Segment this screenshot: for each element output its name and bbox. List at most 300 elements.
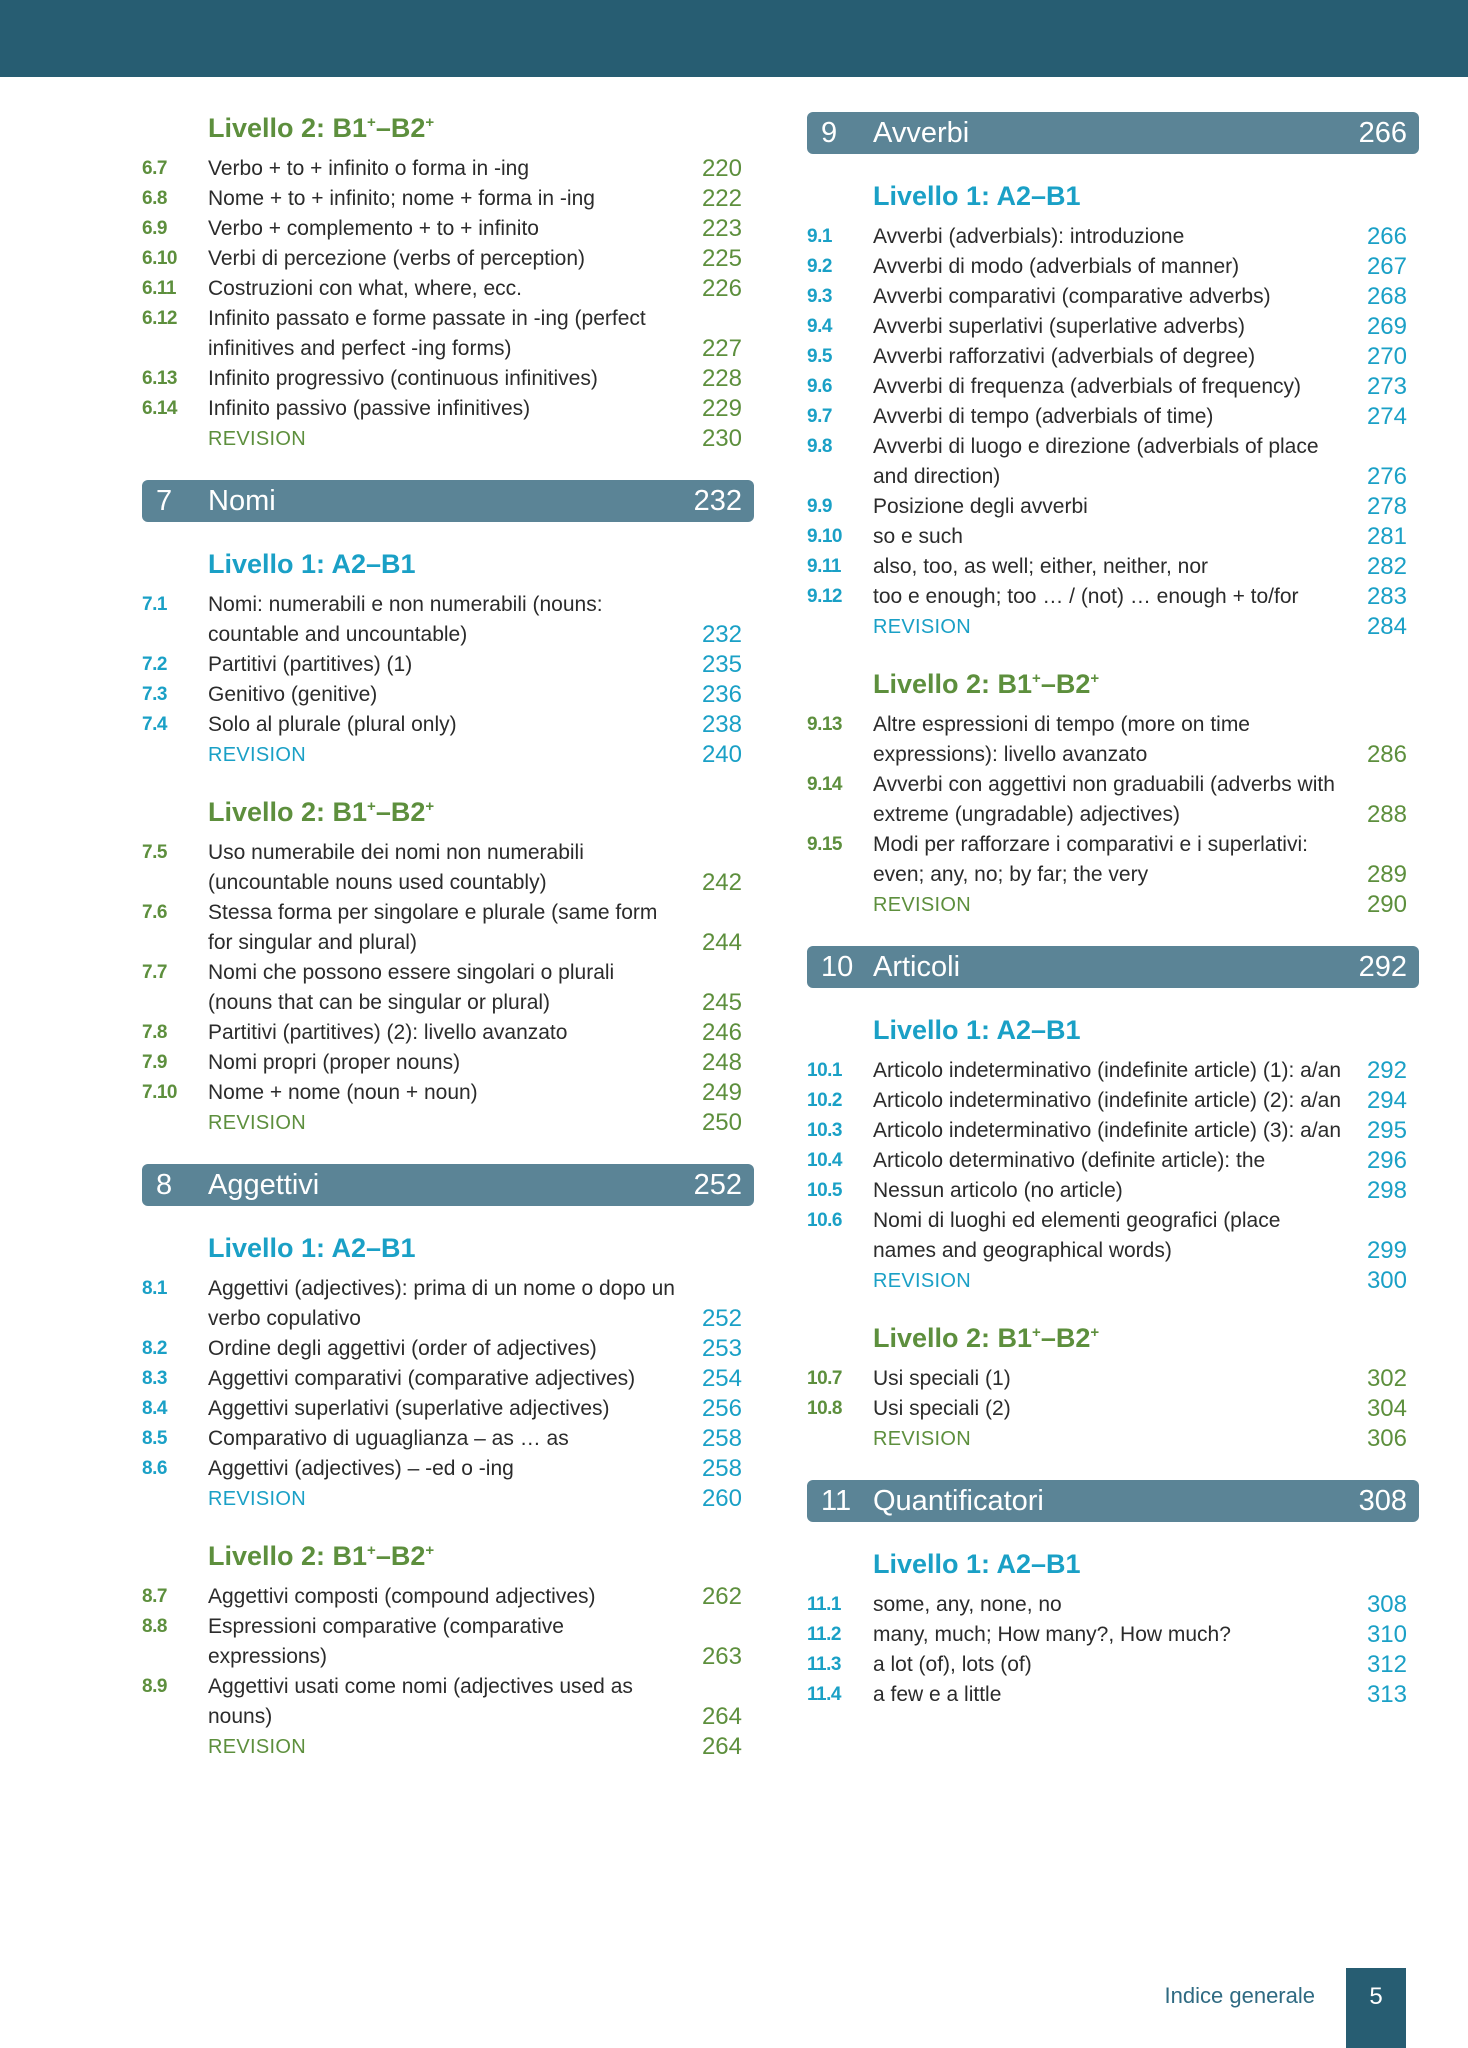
entry-title: Ordine degli aggettivi (order of adjectives) xyxy=(208,1337,597,1360)
toc-entry[interactable] xyxy=(807,1364,1419,1394)
toc-entry[interactable] xyxy=(142,898,754,958)
toc-entry[interactable] xyxy=(142,710,754,740)
entry-title: Articolo indeterminativo (indefinite article) (1): a/an xyxy=(873,1059,1342,1082)
toc-entry[interactable] xyxy=(807,1116,1419,1146)
entry-number: 9.5 xyxy=(807,346,832,367)
toc-entry[interactable] xyxy=(807,222,1419,252)
entry-number: 9.2 xyxy=(807,256,832,277)
entry-title: Avverbi superlativi (superlative adverbs) xyxy=(873,315,1245,338)
entry-page: 220 xyxy=(701,155,742,182)
level-section xyxy=(807,1548,1419,1710)
entry-number: 7.1 xyxy=(142,594,167,615)
level-section xyxy=(807,1014,1419,1296)
toc-entry[interactable] xyxy=(142,1424,754,1454)
toc-entry[interactable] xyxy=(807,1086,1419,1116)
toc-entry[interactable] xyxy=(142,364,754,394)
entry-page: 294 xyxy=(1366,1087,1407,1114)
entry-number: 10.5 xyxy=(807,1180,842,1201)
entry-page: 300 xyxy=(1366,1267,1407,1294)
chapter-header xyxy=(807,112,1419,154)
level-title-sup: + xyxy=(1032,670,1041,687)
entry-page: 298 xyxy=(1366,1177,1407,1204)
chapter-title: Nomi xyxy=(208,484,276,517)
toc-entry[interactable] xyxy=(142,1454,754,1484)
entry-page: 292 xyxy=(1366,1057,1407,1084)
entry-page: 269 xyxy=(1366,313,1407,340)
entry-title: Avverbi di tempo (adverbials of time) xyxy=(873,405,1214,428)
toc-entry[interactable] xyxy=(142,1018,754,1048)
entry-number: 10.4 xyxy=(807,1150,842,1171)
entry-number: 9.11 xyxy=(807,556,841,577)
entry-title: too e enough; too … / (not) … enough + to/for xyxy=(873,585,1299,608)
entry-number: 7.2 xyxy=(142,654,167,675)
level-title-text: Livello 2: B1 xyxy=(208,797,368,827)
level-title-text: Livello 1: A2–B1 xyxy=(873,181,1081,211)
entry-page: 253 xyxy=(701,1335,742,1362)
toc-entry[interactable] xyxy=(807,1394,1419,1424)
entry-page: 264 xyxy=(701,1703,742,1730)
entry-title: Verbo + complemento + to + infinito xyxy=(208,217,539,240)
level-title-sup: + xyxy=(367,1542,376,1559)
entry-title: REVISION xyxy=(873,616,971,638)
chapter-header xyxy=(807,946,1419,988)
entry-number: 6.13 xyxy=(142,368,177,389)
entry-number: 8.1 xyxy=(142,1278,167,1299)
toc-entry[interactable] xyxy=(807,1650,1419,1680)
entry-title: Avverbi (adverbials): introduzione xyxy=(873,225,1185,248)
toc-entry[interactable] xyxy=(142,1612,754,1672)
entry-page: 267 xyxy=(1366,253,1407,280)
entry-title: REVISION xyxy=(873,1270,971,1292)
entry-number: 8.7 xyxy=(142,1586,167,1607)
entry-number: 7.8 xyxy=(142,1022,167,1043)
entry-title: Aggettivi usati come nomi (adjectives used as nouns) xyxy=(208,1675,633,1728)
toc-entry[interactable] xyxy=(807,312,1419,342)
level-title-sup: + xyxy=(425,114,435,131)
entry-title: Avverbi con aggettivi non graduabili (adverbs with extreme (ungradable) adjectives) xyxy=(873,773,1335,826)
entry-title: Avverbi di modo (adverbials of manner) xyxy=(873,255,1240,278)
toc-entry[interactable] xyxy=(142,1364,754,1394)
level-section xyxy=(142,1540,754,1762)
level-title-text: Livello 1: A2–B1 xyxy=(873,1549,1081,1579)
entry-page: 227 xyxy=(701,335,742,362)
entry-number: 10.3 xyxy=(807,1120,842,1141)
entry-page: 248 xyxy=(701,1049,742,1076)
entry-number: 7.5 xyxy=(142,842,167,863)
toc-entry[interactable] xyxy=(142,184,754,214)
entry-title: Aggettivi comparativi (comparative adjectives) xyxy=(208,1367,636,1390)
level-title xyxy=(873,1014,1419,1046)
chapter-title: Articoli xyxy=(873,950,961,983)
entry-page: 236 xyxy=(701,681,742,708)
toc-entry[interactable] xyxy=(807,372,1419,402)
entry-page: 260 xyxy=(701,1485,742,1512)
toc-entry[interactable] xyxy=(142,1334,754,1364)
level-title xyxy=(873,180,1419,212)
entry-number: 7.6 xyxy=(142,902,167,923)
entry-title: REVISION xyxy=(208,1112,306,1134)
footer-label: Indice generale xyxy=(1164,1983,1315,2008)
entry-title: Usi speciali (2) xyxy=(873,1397,1011,1420)
revision-entry[interactable] xyxy=(142,1732,754,1762)
entry-number: 10.7 xyxy=(807,1368,842,1389)
level-title xyxy=(873,668,1419,700)
revision-entry[interactable] xyxy=(807,612,1419,642)
entry-page: 270 xyxy=(1366,343,1407,370)
entry-title: so e such xyxy=(873,525,963,548)
chapter-number: 7 xyxy=(156,484,173,517)
entry-number: 9.14 xyxy=(807,774,842,795)
entry-page: 288 xyxy=(1366,801,1407,828)
entry-title: Solo al plurale (plural only) xyxy=(208,713,457,736)
header-bar xyxy=(0,0,1468,77)
toc-entry[interactable] xyxy=(807,1176,1419,1206)
chapter-page: 252 xyxy=(693,1168,742,1201)
toc-entry[interactable] xyxy=(807,1620,1419,1650)
chapter-page: 292 xyxy=(1358,950,1407,983)
toc-entry[interactable] xyxy=(142,590,754,650)
toc-entry[interactable] xyxy=(807,1146,1419,1176)
entry-title: Nessun articolo (no article) xyxy=(873,1179,1123,1202)
entry-number: 9.15 xyxy=(807,834,842,855)
entry-number: 6.14 xyxy=(142,398,177,419)
entry-page: 238 xyxy=(701,711,742,738)
entry-page: 225 xyxy=(701,245,742,272)
entry-title: Genitivo (genitive) xyxy=(208,683,378,706)
level-title xyxy=(873,1322,1419,1354)
entry-page: 258 xyxy=(701,1455,742,1482)
toc-entry[interactable] xyxy=(807,432,1419,492)
entry-number: 9.8 xyxy=(807,436,832,457)
entry-number: 9.4 xyxy=(807,316,832,337)
entry-page: 296 xyxy=(1366,1147,1407,1174)
chapter-number: 11 xyxy=(821,1484,852,1517)
toc-entry[interactable] xyxy=(142,1672,754,1732)
toc-entry[interactable] xyxy=(807,282,1419,312)
entry-title: Aggettivi (adjectives): prima di un nome o dopo un verbo copulativo xyxy=(208,1277,675,1330)
toc-entry[interactable] xyxy=(142,1274,754,1334)
toc-entry[interactable] xyxy=(142,650,754,680)
level-title-text: Livello 1: A2–B1 xyxy=(208,1233,416,1263)
entry-page: 228 xyxy=(701,365,742,392)
entry-page: 232 xyxy=(701,621,742,648)
entry-page: 299 xyxy=(1366,1237,1407,1264)
entry-title: Avverbi comparativi (comparative adverbs) xyxy=(873,285,1271,308)
entry-number: 9.9 xyxy=(807,496,832,517)
toc-entry[interactable] xyxy=(142,214,754,244)
entry-page: 273 xyxy=(1366,373,1407,400)
entry-page: 242 xyxy=(701,869,742,896)
revision-entry[interactable] xyxy=(142,424,754,454)
level-title-text: Livello 1: A2–B1 xyxy=(208,549,416,579)
toc-entry[interactable] xyxy=(807,710,1419,770)
entry-page: 223 xyxy=(701,215,742,242)
toc-left-column xyxy=(142,112,754,1788)
entry-title: REVISION xyxy=(873,1428,971,1450)
entry-page: 286 xyxy=(1366,741,1407,768)
entry-number: 9.6 xyxy=(807,376,832,397)
level-title-text: Livello 2: B1 xyxy=(208,1541,368,1571)
entry-number: 11.2 xyxy=(807,1624,841,1645)
entry-page: 264 xyxy=(701,1733,742,1760)
entry-number: 6.7 xyxy=(142,158,167,179)
toc-entry[interactable] xyxy=(807,1206,1419,1266)
entry-page: 222 xyxy=(701,185,742,212)
toc-entry[interactable] xyxy=(142,680,754,710)
entry-number: 8.6 xyxy=(142,1458,167,1479)
entry-number: 9.3 xyxy=(807,286,832,307)
level-title-sup: + xyxy=(425,798,435,815)
level-title-text: –B2 xyxy=(375,113,426,143)
toc-entry[interactable] xyxy=(142,244,754,274)
level-title-text: Livello 2: B1 xyxy=(873,669,1033,699)
toc-entry[interactable] xyxy=(807,1590,1419,1620)
entry-page: 312 xyxy=(1366,1651,1407,1678)
entry-number: 8.8 xyxy=(142,1616,167,1637)
chapter-title: Quantificatori xyxy=(873,1484,1044,1517)
level-title-text: –B2 xyxy=(1040,669,1091,699)
toc-entry[interactable] xyxy=(142,154,754,184)
entry-number: 6.10 xyxy=(142,248,177,269)
entry-title: REVISION xyxy=(208,1736,306,1758)
entry-page: 244 xyxy=(701,929,742,956)
level-title xyxy=(208,796,754,828)
level-title-sup: + xyxy=(1090,670,1100,687)
entry-title: Nome + nome (noun + noun) xyxy=(208,1081,478,1104)
entry-number: 11.3 xyxy=(807,1654,841,1675)
entry-title: Nomi che possono essere singolari o plurali (nouns that can be singular or plural) xyxy=(208,961,615,1014)
toc-entry[interactable] xyxy=(807,252,1419,282)
entry-title: Nomi: numerabili e non numerabili (nouns: countable and uncountable) xyxy=(208,593,603,646)
entry-number: 8.2 xyxy=(142,1338,167,1359)
entry-page: 252 xyxy=(701,1305,742,1332)
entry-title: Comparativo di uguaglianza – as … as xyxy=(208,1427,569,1450)
entry-page: 310 xyxy=(1366,1621,1407,1648)
toc-entry[interactable] xyxy=(142,1078,754,1108)
level-section xyxy=(142,796,754,1138)
entry-page: 304 xyxy=(1366,1395,1407,1422)
toc-entry[interactable] xyxy=(142,274,754,304)
entry-page: 284 xyxy=(1366,613,1407,640)
level-section xyxy=(142,112,754,454)
toc-entry[interactable] xyxy=(807,582,1419,612)
entry-title: Stessa forma per singolare e plurale (same form for singular and plural) xyxy=(208,901,658,954)
entry-title: Uso numerabile dei nomi non numerabili (uncountable nouns used countably) xyxy=(208,841,584,894)
revision-entry[interactable] xyxy=(807,1266,1419,1296)
entry-number: 10.2 xyxy=(807,1090,842,1111)
entry-number: 11.4 xyxy=(807,1684,841,1705)
entry-page: 263 xyxy=(701,1643,742,1670)
revision-entry[interactable] xyxy=(142,1108,754,1138)
chapter-number: 8 xyxy=(156,1168,173,1201)
entry-page: 278 xyxy=(1366,493,1407,520)
entry-title: Avverbi di frequenza (adverbials of frequency) xyxy=(873,375,1302,398)
chapter-page: 308 xyxy=(1358,1484,1407,1517)
entry-title: Verbi di percezione (verbs of perception) xyxy=(208,247,586,270)
entry-number: 7.9 xyxy=(142,1052,167,1073)
entry-title: Avverbi di luogo e direzione (adverbials of place and direction) xyxy=(873,435,1319,488)
entry-number: 11.1 xyxy=(807,1594,841,1615)
entry-title: REVISION xyxy=(208,744,306,766)
toc-entry[interactable] xyxy=(142,838,754,898)
level-section xyxy=(807,668,1419,920)
entry-number: 8.5 xyxy=(142,1428,167,1449)
entry-number: 9.13 xyxy=(807,714,842,735)
entry-title: Articolo indeterminativo (indefinite article) (2): a/an xyxy=(873,1089,1342,1112)
entry-page: 235 xyxy=(701,651,742,678)
level-title-sup: + xyxy=(367,798,376,815)
entry-number: 8.9 xyxy=(142,1676,167,1697)
entry-title: many, much; How many?, How much? xyxy=(873,1623,1231,1646)
toc-right-column xyxy=(807,112,1419,1736)
entry-title: also, too, as well; either, neither, nor xyxy=(873,555,1209,578)
entry-page: 281 xyxy=(1366,523,1407,550)
entry-number: 7.3 xyxy=(142,684,167,705)
entry-title: REVISION xyxy=(873,894,971,916)
level-section xyxy=(807,1322,1419,1454)
entry-number: 6.9 xyxy=(142,218,167,239)
page-number: 5 xyxy=(1346,1968,1406,2048)
chapter-title: Aggettivi xyxy=(208,1168,320,1201)
level-title xyxy=(873,1548,1419,1580)
entry-page: 254 xyxy=(701,1365,742,1392)
level-title-sup: + xyxy=(367,114,376,131)
entry-number: 9.10 xyxy=(807,526,842,547)
chapter-number: 9 xyxy=(821,116,838,149)
level-title-sup: + xyxy=(425,1542,435,1559)
level-title-text: Livello 1: A2–B1 xyxy=(873,1015,1081,1045)
toc-entry[interactable] xyxy=(807,342,1419,372)
entry-page: 226 xyxy=(701,275,742,302)
chapter-page: 232 xyxy=(693,484,742,517)
level-section xyxy=(807,180,1419,642)
entry-title: Nomi propri (proper nouns) xyxy=(208,1051,461,1074)
entry-page: 276 xyxy=(1366,463,1407,490)
entry-number: 7.4 xyxy=(142,714,167,735)
level-title xyxy=(208,112,754,144)
entry-page: 229 xyxy=(701,395,742,422)
entry-title: Infinito progressivo (continuous infinitives) xyxy=(208,367,598,390)
entry-number: 8.3 xyxy=(142,1368,167,1389)
entry-number: 10.6 xyxy=(807,1210,842,1231)
entry-title: Nomi di luoghi ed elementi geografici (place names and geographical words) xyxy=(873,1209,1281,1262)
toc-entry[interactable] xyxy=(807,1056,1419,1086)
level-title xyxy=(208,1540,754,1572)
entry-number: 6.8 xyxy=(142,188,167,209)
toc-entry[interactable] xyxy=(807,522,1419,552)
level-section xyxy=(142,548,754,770)
entry-title: Espressioni comparative (comparative expressions) xyxy=(208,1615,564,1668)
entry-title: Avverbi rafforzativi (adverbials of degree) xyxy=(873,345,1256,368)
entry-page: 295 xyxy=(1366,1117,1407,1144)
entry-title: REVISION xyxy=(208,1488,306,1510)
entry-page: 274 xyxy=(1366,403,1407,430)
entry-title: Infinito passivo (passive infinitives) xyxy=(208,397,531,420)
level-section xyxy=(142,1232,754,1514)
entry-title: Modi per rafforzare i comparativi e i superlativi: even; any, no; by far; the very xyxy=(873,833,1308,886)
entry-page: 249 xyxy=(701,1079,742,1106)
entry-title: Aggettivi superlativi (superlative adjectives) xyxy=(208,1397,610,1420)
revision-entry[interactable] xyxy=(807,1424,1419,1454)
entry-number: 7.10 xyxy=(142,1082,177,1103)
chapter-header xyxy=(142,480,754,522)
toc-entry[interactable] xyxy=(807,402,1419,432)
chapter-title: Avverbi xyxy=(873,116,970,149)
revision-entry[interactable] xyxy=(807,890,1419,920)
toc-entry[interactable] xyxy=(142,1394,754,1424)
level-title-text: –B2 xyxy=(375,797,426,827)
entry-title: Articolo determinativo (definite article): the xyxy=(873,1149,1266,1172)
toc-entry[interactable] xyxy=(142,304,754,364)
entry-number: 9.7 xyxy=(807,406,832,427)
entry-page: 250 xyxy=(701,1109,742,1136)
entry-page: 256 xyxy=(701,1395,742,1422)
toc-entry[interactable] xyxy=(142,958,754,1018)
toc-entry[interactable] xyxy=(807,770,1419,830)
entry-number: 9.12 xyxy=(807,586,842,607)
entry-title: Nome + to + infinito; nome + forma in -ing xyxy=(208,187,595,210)
entry-title: some, any, none, no xyxy=(873,1593,1062,1616)
entry-number: 9.1 xyxy=(807,226,832,247)
entry-number: 7.7 xyxy=(142,962,167,983)
toc-entry[interactable] xyxy=(807,1680,1419,1710)
level-title-sup: + xyxy=(1090,1324,1100,1341)
level-title-text: –B2 xyxy=(1040,1323,1091,1353)
toc-entry[interactable] xyxy=(807,830,1419,890)
toc-entry[interactable] xyxy=(807,492,1419,522)
entry-title: Partitivi (partitives) (2): livello avanzato xyxy=(208,1021,568,1044)
entry-number: 8.4 xyxy=(142,1398,167,1419)
entry-title: a few e a little xyxy=(873,1683,1002,1706)
level-title xyxy=(208,1232,754,1264)
entry-title: Partitivi (partitives) (1) xyxy=(208,653,413,676)
entry-page: 262 xyxy=(701,1583,742,1610)
chapter-number: 10 xyxy=(821,950,854,983)
chapter-page: 266 xyxy=(1358,116,1407,149)
level-title-text: Livello 2: B1 xyxy=(208,113,368,143)
entry-page: 268 xyxy=(1366,283,1407,310)
entry-number: 6.12 xyxy=(142,308,177,329)
entry-page: 283 xyxy=(1366,583,1407,610)
toc-entry[interactable] xyxy=(142,1048,754,1078)
entry-page: 306 xyxy=(1366,1425,1407,1452)
level-title-text: Livello 2: B1 xyxy=(873,1323,1033,1353)
entry-page: 289 xyxy=(1366,861,1407,888)
level-title-sup: + xyxy=(1032,1324,1041,1341)
level-title xyxy=(208,548,754,580)
entry-page: 230 xyxy=(701,425,742,452)
entry-page: 290 xyxy=(1366,891,1407,918)
entry-page: 246 xyxy=(701,1019,742,1046)
level-title-text: –B2 xyxy=(375,1541,426,1571)
entry-number: 10.1 xyxy=(807,1060,842,1081)
revision-entry[interactable] xyxy=(142,1484,754,1514)
entry-page: 282 xyxy=(1366,553,1407,580)
toc-entry[interactable] xyxy=(142,394,754,424)
entry-title: Aggettivi composti (compound adjectives) xyxy=(208,1585,596,1608)
entry-title: Posizione degli avverbi xyxy=(873,495,1088,518)
chapter-header xyxy=(807,1480,1419,1522)
toc-entry[interactable] xyxy=(142,1582,754,1612)
revision-entry[interactable] xyxy=(142,740,754,770)
entry-title: Aggettivi (adjectives) – -ed o -ing xyxy=(208,1457,514,1480)
entry-title: Verbo + to + infinito o forma in -ing xyxy=(208,157,530,180)
entry-title: Costruzioni con what, where, ecc. xyxy=(208,277,522,300)
entry-title: Altre espressioni di tempo (more on time expressions): livello avanzato xyxy=(873,713,1250,766)
entry-number: 10.8 xyxy=(807,1398,842,1419)
toc-entry[interactable] xyxy=(807,552,1419,582)
entry-number: 6.11 xyxy=(142,278,176,299)
